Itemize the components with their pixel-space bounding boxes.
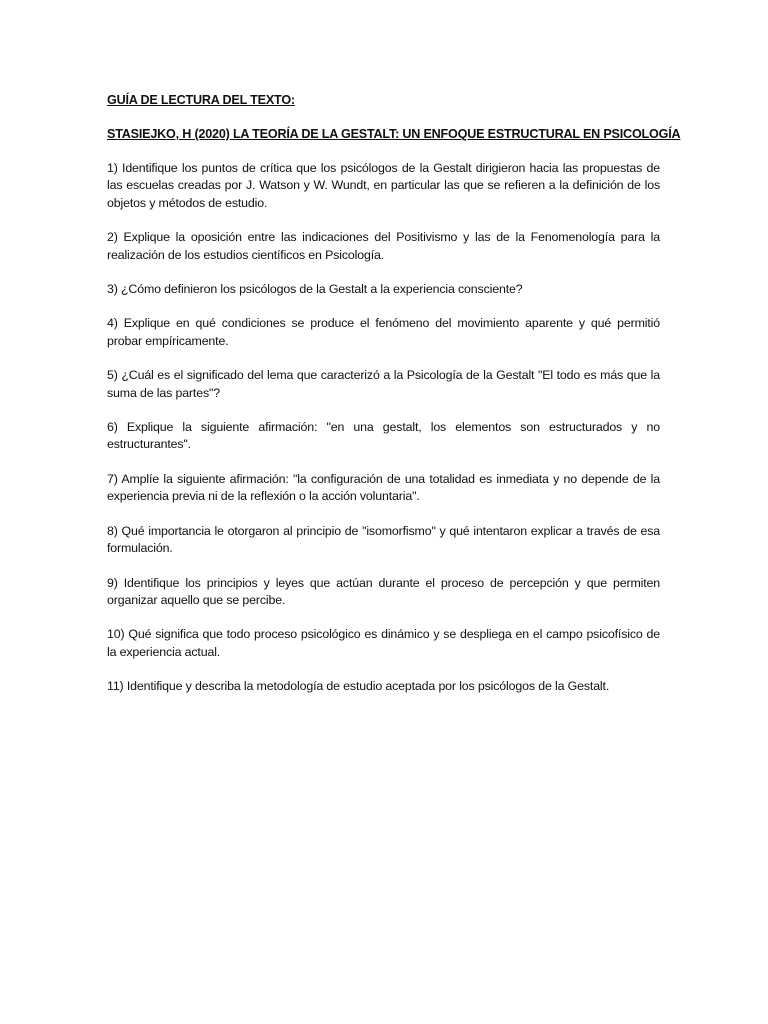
document-subheading: STASIEJKO, H (2020) LA TEORÍA DE LA GESTALT: UN ENFOQUE ESTRUCTURAL EN PSICOLOGÍA <box>107 127 681 141</box>
question-item: 5) ¿Cuál es el significado del lema que caracterizó a la Psicología de la Gestalt "El todo es más que la suma de las partes"? <box>107 368 660 400</box>
question-item: 10) Qué significa que todo proceso psicológico es dinámico y se despliega en el campo psicofísico de la experiencia actual. <box>107 627 660 659</box>
question-item: 4) Explique en qué condiciones se produce el fenómeno del movimiento aparente y qué permitió probar empíricamente. <box>107 316 660 348</box>
question-item: 6) Explique la siguiente afirmación: "en una gestalt, los elementos son estructurados y no estructurantes". <box>107 420 660 452</box>
question-item: 11) Identifique y describa la metodología de estudio aceptada por los psicólogos de la Gestalt. <box>107 679 610 694</box>
question-item: 3) ¿Cómo definieron los psicólogos de la Gestalt a la experiencia consciente? <box>107 282 523 297</box>
document-page <box>107 92 681 713</box>
question-item: 9) Identifique los principios y leyes que actúan durante el proceso de percepción y que permiten organizar aquello que se percibe. <box>107 575 660 607</box>
question-item: 1) Identifique los puntos de crítica que los psicólogos de la Gestalt dirigieron hacia las propuestas de las escuelas creadas por J. Watson y W. Wundt, en particular las que se refieren a la definición de los objetos y métodos de estudio. <box>107 161 660 210</box>
document-heading: GUÍA DE LECTURA DEL TEXTO: <box>107 93 295 107</box>
question-item: 2) Explique la oposición entre las indicaciones del Positivismo y las de la Fenomenología para la realización de los estudios científicos en Psicología. <box>107 230 660 262</box>
question-item: 7) Amplíe la siguiente afirmación: "la configuración de una totalidad es inmediata y no depende de la experiencia previa ni de la reflexión o la acción voluntaria". <box>107 471 660 504</box>
question-item: 8) Qué importancia le otorgaron al principio de "isomorfismo" y qué intentaron explicar a través de esa formulación. <box>107 523 660 556</box>
